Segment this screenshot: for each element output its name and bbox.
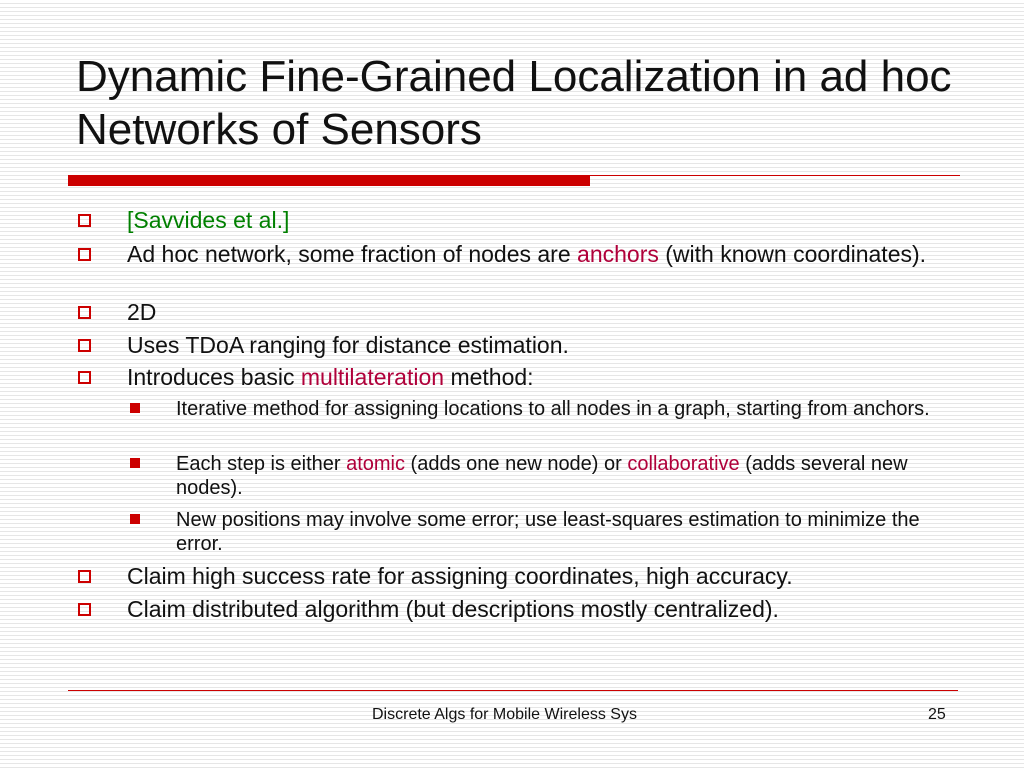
bullet-text: 2D [127, 299, 157, 325]
bullet-item [127, 207, 947, 234]
bullet-text: (with known coordinates). [658, 241, 927, 267]
sub-bullet-text: Each step is either [176, 453, 347, 475]
sub-bullet-text: (adds one new node) or [405, 453, 628, 475]
sub-bullet-text: Iterative method for assigning locations to all nodes in a graph, starting from anchors. [176, 398, 930, 420]
sub-bullet-item [176, 397, 966, 421]
bullet-item [127, 364, 947, 391]
bullet-text: Claim distributed algorithm (but descriptions mostly centralized). [127, 596, 779, 622]
sub-bullet-item [176, 508, 966, 556]
bullet-item [127, 299, 947, 326]
footer-divider [68, 690, 958, 691]
bullet-item [127, 332, 947, 359]
hollow-square-bullet-icon [78, 306, 91, 319]
bullet-text: Claim high success rate for assigning coordinates, high accuracy. [127, 563, 793, 589]
footer-text: Discrete Algs for Mobile Wireless Sys [372, 706, 637, 723]
hollow-square-bullet-icon [78, 339, 91, 352]
bullet-text: method: [444, 364, 534, 390]
bullet-text: Introduces basic [127, 364, 301, 390]
filled-square-bullet-icon [130, 403, 140, 413]
bullet-item [127, 563, 947, 590]
bullet-text: Ad hoc network, some fraction of nodes are [127, 241, 578, 267]
page-number: 25 [928, 706, 946, 723]
highlight-term: anchors [577, 241, 659, 267]
hollow-square-bullet-icon [78, 570, 91, 583]
sub-bullet-text: (adds several new nodes). [176, 453, 908, 499]
bullet-item [127, 241, 947, 268]
bullet-text: Uses TDoA ranging for distance estimation. [127, 332, 569, 358]
hollow-square-bullet-icon [78, 371, 91, 384]
highlight-term: multilateration [300, 364, 445, 390]
filled-square-bullet-icon [130, 458, 140, 468]
highlight-term: collaborative [627, 453, 740, 475]
hollow-square-bullet-icon [78, 603, 91, 616]
sub-bullet-text: New positions may involve some error; use least-squares estimation to minimize the error. [176, 509, 920, 555]
bullet-item [127, 596, 947, 623]
slide-title: Dynamic Fine-Grained Localization in ad hoc Networks of Sensors [76, 52, 952, 154]
hollow-square-bullet-icon [78, 214, 91, 227]
highlight-term: atomic [346, 453, 405, 475]
sub-bullet-item [176, 452, 966, 500]
citation-text: [Savvides et al.] [127, 207, 290, 233]
hollow-square-bullet-icon [78, 248, 91, 261]
filled-square-bullet-icon [130, 514, 140, 524]
